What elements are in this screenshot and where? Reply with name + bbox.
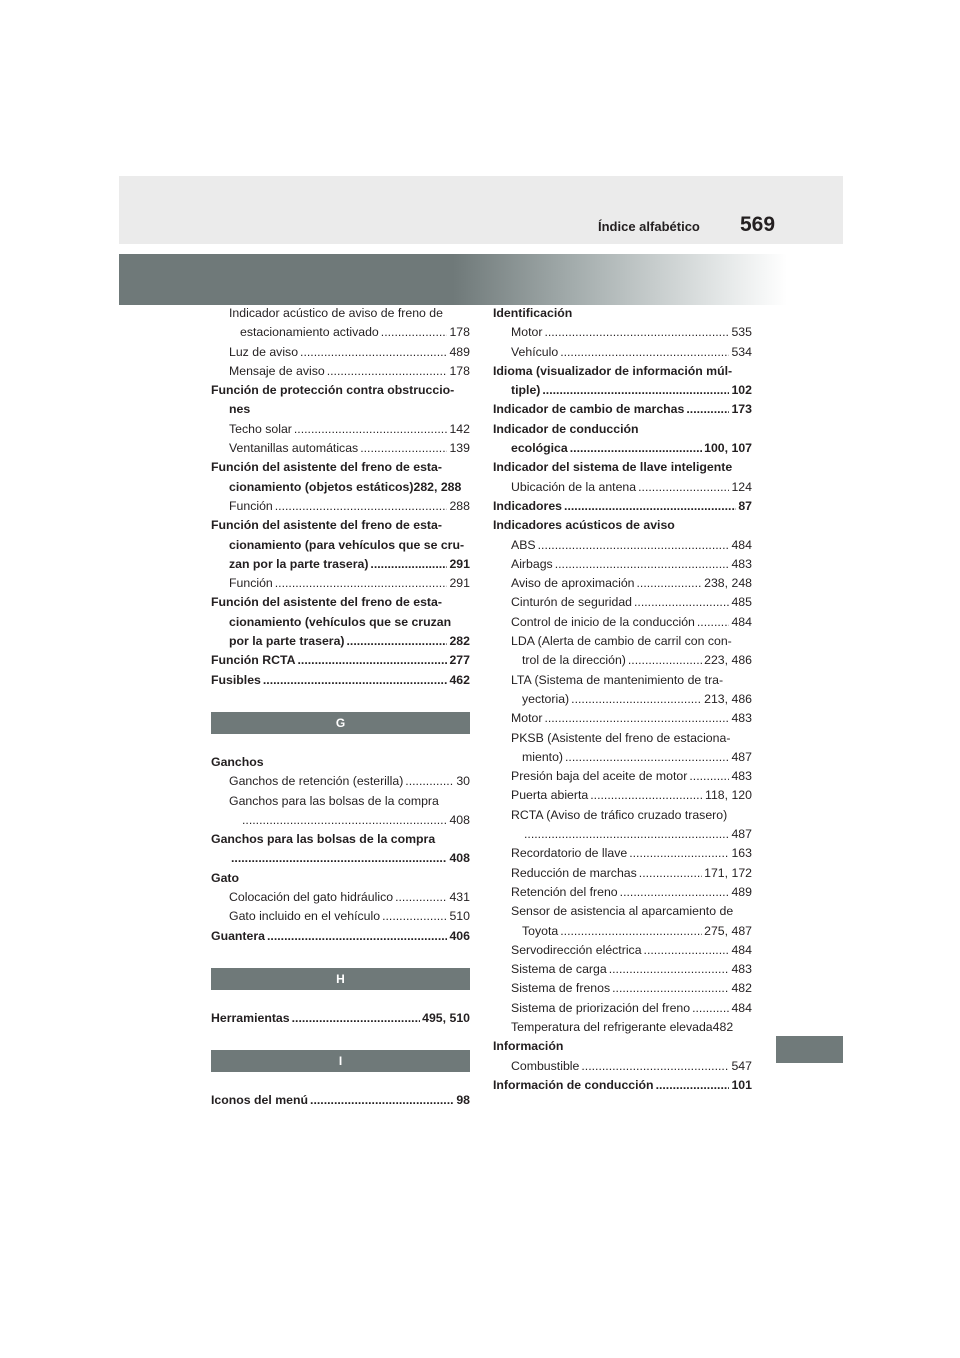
index-entry [211, 381, 470, 400]
dot-leader [300, 343, 447, 362]
entry-label: Recordatorio de llave [511, 846, 628, 861]
entry-label: Sistema de priorización del freno [511, 1000, 691, 1015]
page-reference: 102 [731, 383, 752, 398]
entry-label: Guantera [211, 928, 265, 943]
dot-leader [656, 1076, 730, 1095]
page-reference: 485 [731, 595, 752, 610]
entry-label: Herramientas [211, 1010, 290, 1025]
index-entry [493, 420, 752, 439]
dot-leader [692, 999, 729, 1018]
entry-label: nes [229, 402, 251, 417]
index-entry [493, 304, 752, 323]
index-entry [211, 671, 470, 690]
dot-leader [590, 786, 703, 805]
index-entry [211, 1009, 470, 1028]
dot-leader [560, 343, 729, 362]
index-entry [211, 613, 470, 632]
entry-label: cionamiento (vehículos que se cruzan [229, 614, 452, 629]
dot-leader [242, 811, 447, 830]
page-reference: 30 [456, 774, 470, 789]
index-subentry [493, 1018, 752, 1037]
index-subentry [493, 1057, 752, 1076]
page-reference: 408 [449, 812, 470, 827]
dot-leader [370, 555, 447, 574]
dot-leader [565, 748, 729, 767]
letter-heading: I [211, 1050, 470, 1072]
dot-leader [564, 497, 736, 516]
index-column-right [493, 304, 752, 1095]
index-subentry [211, 792, 470, 811]
page-reference: 484 [731, 1000, 752, 1015]
entry-label: Indicador de conducción [493, 421, 639, 436]
index-subentry [493, 593, 752, 612]
index-entry [211, 555, 470, 574]
index-subentry [493, 979, 752, 998]
page-reference: 275, 487 [704, 923, 752, 938]
index-column-left [211, 304, 470, 1111]
entry-label: Techo solar [229, 421, 292, 436]
index-subentry [493, 902, 752, 921]
dot-leader [689, 767, 729, 786]
entry-label: Temperatura del refrigerante elevada482 [511, 1019, 734, 1034]
index-subentry [493, 671, 752, 690]
entry-label: Reducción de marchas [511, 865, 637, 880]
page-reference: 489 [449, 344, 470, 359]
dot-leader [686, 400, 729, 419]
entry-label: Gato incluido en el vehículo [229, 909, 381, 924]
index-subentry [493, 651, 752, 670]
index-subentry [493, 864, 752, 883]
page-reference: 223, 486 [704, 653, 752, 668]
entry-label: Información [493, 1039, 564, 1054]
entry-label: Función [229, 498, 273, 513]
page-reference: 495, 510 [422, 1010, 470, 1025]
index-subentry [211, 323, 470, 342]
dot-leader [609, 960, 730, 979]
index-entry [493, 458, 752, 477]
entry-label: Indicador acústico de aviso de freno de [229, 306, 443, 320]
page-reference: 288 [449, 498, 470, 513]
entry-label: Fusibles [211, 672, 261, 687]
index-entry [211, 478, 470, 497]
index-subentry [211, 439, 470, 458]
entry-label: LDA (Alerta de cambio de carril con con- [511, 634, 732, 649]
index-subentry [493, 323, 752, 342]
dot-leader [395, 888, 447, 907]
section-title: Índice alfabético [598, 219, 700, 234]
entry-label: Indicadores acústicos de aviso [493, 518, 675, 533]
entry-label: Motor [511, 711, 543, 726]
page-reference: 163 [731, 846, 752, 861]
index-entry [211, 830, 470, 849]
index-subentry [493, 844, 752, 863]
index-entry [493, 1037, 752, 1056]
entry-label: ecológica [511, 441, 568, 456]
index-subentry [493, 478, 752, 497]
entry-label: Presión baja del aceite de motor [511, 769, 688, 784]
page-reference: 406 [449, 928, 470, 943]
page-reference: 484 [731, 537, 752, 552]
entry-label: Mensaje de aviso [229, 363, 325, 378]
page-reference: 118, 120 [705, 788, 752, 803]
entry-label: Ubicación de la antena [511, 479, 637, 494]
dot-leader [620, 883, 730, 902]
index-subentry [493, 690, 752, 709]
page-reference: 291 [449, 576, 470, 591]
entry-label: Ganchos de retención (esterilla) [229, 774, 404, 789]
dot-leader [544, 323, 729, 342]
entry-label: Toyota [522, 923, 559, 938]
page-reference: 213, 486 [704, 691, 752, 706]
dot-leader [263, 671, 448, 690]
entry-label: Motor [511, 325, 543, 340]
page-reference: 282 [449, 634, 470, 649]
dot-leader [524, 825, 729, 844]
entry-label: tiple) [511, 383, 541, 398]
index-entry [493, 439, 752, 458]
dot-leader [634, 593, 729, 612]
index-entry [493, 362, 752, 381]
index-entry [211, 593, 470, 612]
page-reference: 534 [731, 344, 752, 359]
entry-label: Función del asistente del freno de esta- [211, 518, 442, 533]
dot-leader [644, 941, 730, 960]
entry-label: Vehículo [511, 344, 559, 359]
index-subentry [211, 420, 470, 439]
page-number: 569 [740, 213, 776, 236]
index-subentry [211, 574, 470, 593]
dot-leader [360, 439, 447, 458]
entry-label: Iconos del menú [211, 1093, 309, 1108]
page-reference: 489 [731, 884, 752, 899]
entry-label: Retención del freno [511, 884, 618, 899]
index-entry [211, 400, 470, 419]
index-entry [211, 869, 470, 888]
index-subentry [493, 883, 752, 902]
page-reference: 100, 107 [704, 441, 752, 456]
dot-leader [538, 536, 730, 555]
entry-label: por la parte trasera) [229, 634, 345, 649]
entry-label: Ganchos para las bolsas de la compra [211, 832, 436, 847]
dot-leader [571, 690, 702, 709]
index-entry [493, 516, 752, 535]
index-subentry [493, 343, 752, 362]
page-reference: 139 [449, 441, 470, 456]
entry-label: Ventanillas automáticas [229, 441, 359, 456]
dot-leader [327, 362, 448, 381]
entry-label: Indicador del sistema de llave inteligente [493, 460, 733, 475]
entry-label: Ganchos para las bolsas de la compra [229, 793, 439, 808]
dot-leader [347, 632, 448, 651]
index-subentry [211, 772, 470, 791]
entry-label: Sistema de carga [511, 962, 607, 977]
dot-leader [381, 323, 448, 342]
page-reference: 484 [731, 942, 752, 957]
index-entry [493, 1076, 752, 1095]
page-reference: 535 [731, 325, 752, 340]
index-subentry [211, 343, 470, 362]
entry-label: PKSB (Asistente del freno de estaciona- [511, 730, 731, 745]
index-subentry [211, 304, 470, 323]
index-entry [211, 516, 470, 535]
page-reference: 98 [456, 1093, 470, 1108]
index-subentry [493, 767, 752, 786]
entry-label: Gato [211, 870, 240, 885]
entry-label: trol de la dirección) [522, 653, 626, 668]
entry-label: Sensor de asistencia al aparcamiento de [511, 904, 734, 919]
dot-leader [267, 927, 447, 946]
index-entry [493, 381, 752, 400]
page-reference: 487 [731, 827, 752, 842]
page-reference: 178 [449, 363, 470, 378]
page-reference: 431 [449, 890, 470, 905]
index-entry [211, 458, 470, 477]
entry-label: Sistema de frenos [511, 981, 611, 996]
page-reference: 483 [731, 962, 752, 977]
entry-label: yectoria) [522, 691, 570, 706]
entry-label: Función de protección contra obstruccio- [211, 383, 455, 398]
index-subentry [493, 709, 752, 728]
page-reference: 483 [731, 711, 752, 726]
entry-label: Colocación del gato hidráulico [229, 890, 394, 905]
dot-leader [382, 907, 447, 926]
index-entry [493, 400, 752, 419]
dot-leader [405, 772, 454, 791]
index-subentry [493, 536, 752, 555]
index-subentry [493, 922, 752, 941]
dot-leader [292, 1009, 421, 1028]
letter-heading: H [211, 968, 470, 990]
page-reference: 173 [731, 402, 752, 417]
dot-leader [570, 439, 702, 458]
dot-leader [231, 849, 447, 868]
page-reference: 547 [731, 1058, 752, 1073]
entry-label: Identificación [493, 306, 573, 320]
entry-label: Aviso de aproximación [511, 576, 635, 591]
entry-label: Función RCTA [211, 653, 296, 668]
page-reference: 178 [449, 325, 470, 340]
dot-leader [612, 979, 729, 998]
header-band [119, 176, 843, 244]
entry-label: Indicadores [493, 498, 563, 513]
entry-label: Airbags [511, 556, 553, 571]
entry-label: Información de conducción [493, 1077, 654, 1092]
entry-label: Servodirección eléctrica [511, 942, 642, 957]
dot-leader [697, 613, 730, 632]
index-entry [211, 927, 470, 946]
page-reference: 462 [449, 672, 470, 687]
page-reference: 291 [449, 556, 470, 571]
dot-leader [638, 478, 729, 497]
entry-label: Función del asistente del freno de esta- [211, 460, 442, 475]
header-gradient-bar [119, 254, 787, 305]
index-entry [211, 753, 470, 772]
index-subentry [493, 555, 752, 574]
index-entry [211, 1091, 470, 1110]
entry-label: Puerta abierta [511, 788, 589, 803]
index-subentry [493, 632, 752, 651]
entry-label: Control de inicio de la conducción [511, 614, 695, 629]
page-reference: 124 [731, 479, 752, 494]
dot-leader [581, 1057, 729, 1076]
page-reference: 484 [731, 614, 752, 629]
page-reference: 87 [738, 498, 752, 513]
dot-leader [629, 844, 729, 863]
entry-label: Luz de aviso [229, 344, 299, 359]
page-reference: 483 [731, 769, 752, 784]
letter-heading: G [211, 712, 470, 734]
page-reference: 408 [449, 851, 470, 866]
page-reference: 142 [449, 421, 470, 436]
dot-leader [275, 497, 448, 516]
index-entry [211, 536, 470, 555]
page-reference: 487 [731, 749, 752, 764]
index-subentry [493, 999, 752, 1018]
page-reference: 101 [731, 1077, 752, 1092]
entry-label: Idioma (visualizador de información múl- [493, 363, 733, 378]
entry-label: zan por la parte trasera) [229, 556, 369, 571]
index-subentry [493, 748, 752, 767]
dot-leader [639, 864, 702, 883]
dot-leader [555, 555, 730, 574]
dot-leader [628, 651, 702, 670]
entry-label: Función del asistente del freno de esta- [211, 595, 442, 610]
index-entry [211, 849, 470, 868]
entry-label: RCTA (Aviso de tráfico cruzado trasero) [511, 807, 728, 822]
index-subentry [493, 941, 752, 960]
page-reference: 238, 248 [704, 576, 752, 591]
entry-label: Ganchos [211, 754, 264, 769]
page-reference: 171, 172 [704, 865, 752, 880]
index-subentry [211, 362, 470, 381]
dot-leader [297, 651, 447, 670]
entry-label: Función [229, 576, 273, 591]
entry-label: cionamiento (para vehículos que se cru- [229, 537, 465, 552]
index-subentry [211, 497, 470, 516]
dot-leader [542, 381, 729, 400]
page-reference: 277 [449, 653, 470, 668]
page-reference: 482 [731, 981, 752, 996]
index-subentry [493, 825, 752, 844]
index-subentry [493, 786, 752, 805]
index-entry [211, 651, 470, 670]
dot-leader [275, 574, 448, 593]
entry-label: LTA (Sistema de mantenimiento de tra- [511, 672, 724, 687]
dot-leader [560, 922, 702, 941]
entry-label: cionamiento (objetos estáticos)282, 288 [229, 479, 462, 494]
index-subentry [211, 888, 470, 907]
entry-label: estacionamiento activado [240, 325, 379, 340]
entry-label: Indicador de cambio de marchas [493, 402, 685, 417]
dot-leader [294, 420, 448, 439]
entry-label: Cinturón de seguridad [511, 595, 632, 610]
dot-leader [310, 1091, 454, 1110]
page-reference: 510 [449, 909, 470, 924]
page-reference: 483 [731, 556, 752, 571]
dot-leader [637, 574, 703, 593]
index-subentry [493, 574, 752, 593]
index-subentry [493, 960, 752, 979]
entry-label: miento) [522, 749, 564, 764]
index-entry [493, 497, 752, 516]
index-subentry [493, 729, 752, 748]
dot-leader [544, 709, 729, 728]
section-thumb-tab [776, 1036, 843, 1063]
index-subentry [493, 613, 752, 632]
index-subentry [211, 907, 470, 926]
entry-label: Combustible [511, 1058, 580, 1073]
index-entry [211, 632, 470, 651]
index-subentry [211, 811, 470, 830]
index-subentry [493, 806, 752, 825]
entry-label: ABS [511, 537, 536, 552]
